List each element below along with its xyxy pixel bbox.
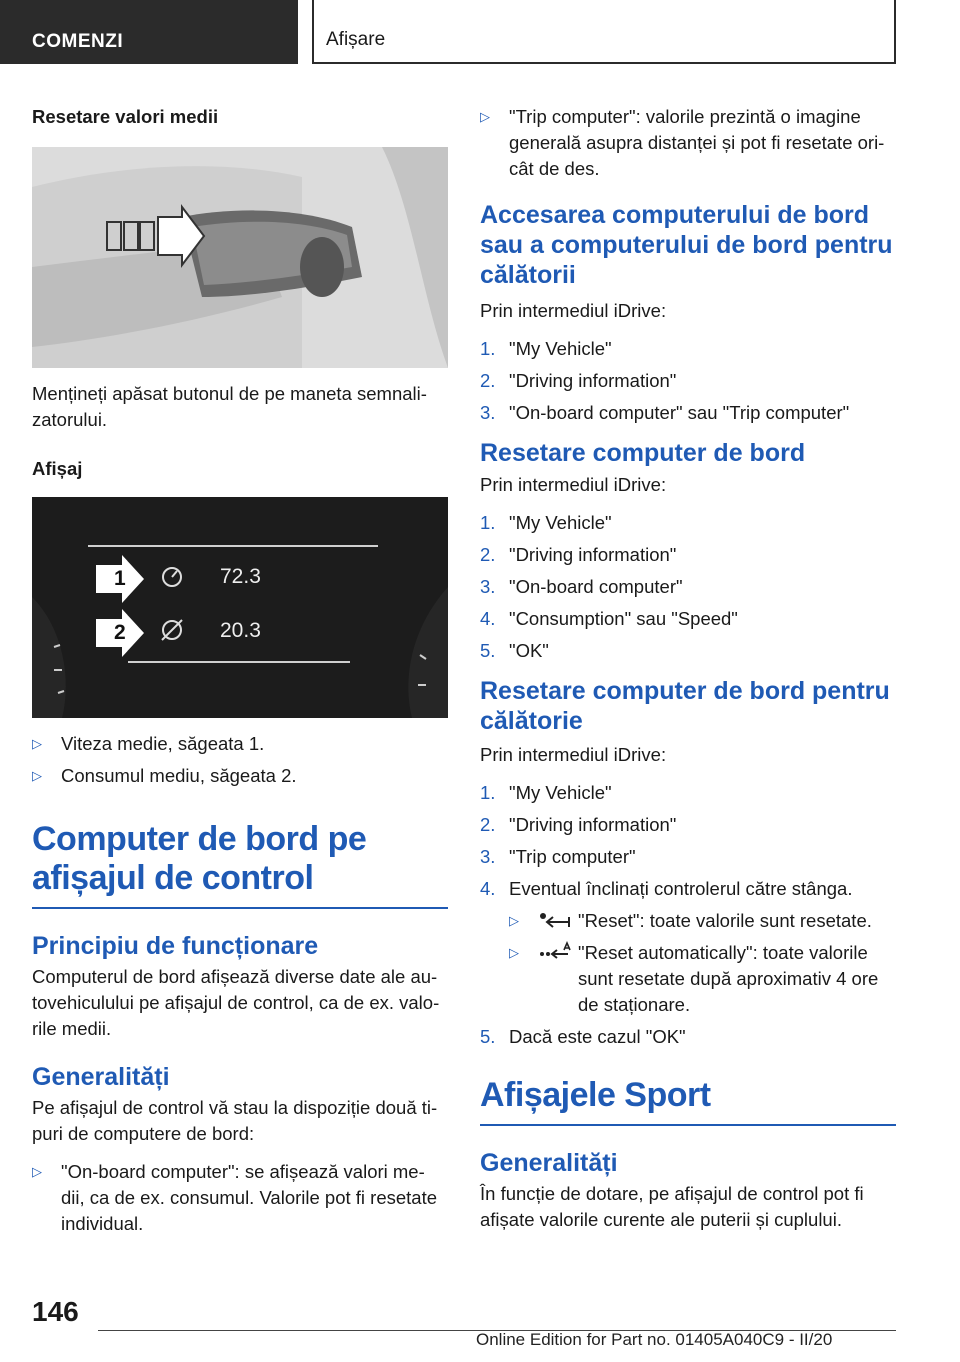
h1-rule bbox=[480, 1124, 896, 1126]
footer-edition: Online Edition for Part no. 01405A040C9 - II/20 bbox=[476, 1330, 833, 1349]
heading-reset-averages: Resetare valori medii bbox=[32, 106, 219, 127]
bullet-onboard-computer: ▷ "On-board computer": se afișează valori me-dii, ca de ex. consumul. Valorile pot fi resetate individual. bbox=[32, 1159, 448, 1237]
triangle-bullet-icon: ▷ bbox=[32, 1164, 42, 1179]
step-item: 3. "Trip computer" bbox=[480, 846, 636, 867]
step-item: 1. "My Vehicle" bbox=[480, 512, 612, 533]
page-number: 146 bbox=[32, 1296, 79, 1327]
chapter-tab: Afișare bbox=[312, 0, 896, 64]
triangle-bullet-icon: ▷ bbox=[32, 736, 42, 751]
step-item: 1. "My Vehicle" bbox=[480, 782, 612, 803]
step-item: 2. "Driving information" bbox=[480, 544, 677, 565]
sub-bullet-reset-auto: ▷ "Reset automatically": toate valorile sunt resetate după aproximativ 4 ore de staționare. bbox=[509, 940, 896, 1018]
heading-display: Afișaj bbox=[32, 458, 83, 479]
step-item: 1. "My Vehicle" bbox=[480, 338, 612, 359]
step-item: 2. "Driving information" bbox=[480, 814, 677, 835]
para-general: Pe afișajul de control vă stau la dispoziție două ti-puri de computere de bord: bbox=[32, 1097, 438, 1144]
arrow-label-2: 2 bbox=[114, 621, 126, 644]
para-sport: În funcție de dotare, pe afișajul de control pot fi afișate valorile curente ale puterii și cuplului. bbox=[480, 1183, 864, 1230]
bullet-average-speed: ▷ Viteza medie, săgeata 1. bbox=[32, 731, 448, 757]
step-item: 3. "On-board computer" bbox=[480, 576, 683, 597]
step-item: 4. "Consumption" sau "Speed" bbox=[480, 608, 738, 629]
left-column bbox=[32, 100, 448, 1237]
step-item: 4. Eventual înclinați controlerul către stânga. bbox=[480, 878, 853, 899]
right-column bbox=[480, 104, 896, 1233]
step-item: 5. "OK" bbox=[480, 640, 549, 661]
reset-automatically-icon bbox=[538, 940, 578, 966]
via-idrive-1: Prin intermediul iDrive: bbox=[480, 300, 667, 321]
h2-reset-trip: Resetare computer de bord pentru călătorie bbox=[480, 677, 890, 735]
bullet-average-consumption: ▷ Consumul mediu, săgeata 2. bbox=[32, 763, 448, 789]
via-idrive-3: Prin intermediul iDrive: bbox=[480, 744, 667, 765]
cluster-display-image bbox=[32, 497, 448, 718]
lever-image bbox=[32, 147, 448, 368]
triangle-bullet-icon: ▷ bbox=[480, 109, 490, 124]
steps-reset-onboard bbox=[480, 510, 896, 664]
step-item: 5. Dacă este cazul "OK" bbox=[480, 1026, 686, 1047]
h2-reset-onboard: Resetare computer de bord bbox=[480, 439, 806, 467]
steps-reset-trip bbox=[480, 780, 896, 1050]
h2-access-computer: Accesarea computerului de bord sau a computerului de bord pentru călătorii bbox=[480, 201, 893, 289]
triangle-bullet-icon: ▷ bbox=[509, 945, 519, 960]
steps-access bbox=[480, 336, 896, 426]
section-tab: COMENZI bbox=[0, 0, 298, 64]
average-consumption-value: 20.3 bbox=[220, 619, 261, 642]
average-speed-value: 72.3 bbox=[220, 565, 261, 588]
h2-general-sport: Generalități bbox=[480, 1149, 618, 1177]
h2-general: Generalități bbox=[32, 1063, 170, 1091]
arrow-label-1: 1 bbox=[114, 567, 126, 590]
h1-onboard-computer: Computer de bord pe afișajul de control bbox=[32, 820, 367, 897]
via-idrive-2: Prin intermediul iDrive: bbox=[480, 474, 667, 495]
para-hold-button: Mențineți apăsat butonul de pe maneta semnali-zatorului. bbox=[32, 383, 427, 430]
h1-rule bbox=[32, 907, 448, 909]
reset-icon bbox=[538, 908, 578, 934]
triangle-bullet-icon: ▷ bbox=[509, 913, 519, 928]
para-principle: Computerul de bord afișează diverse date ale au-tovehiculului pe afișajul de control, ca de ex. valo-rile medii. bbox=[32, 966, 440, 1039]
sub-bullet-reset: ▷ "Reset": toate valorile sunt resetate. bbox=[509, 908, 896, 934]
cluster-display-svg bbox=[32, 497, 448, 718]
lever-illustration bbox=[32, 147, 448, 368]
triangle-bullet-icon: ▷ bbox=[32, 768, 42, 783]
bullet-trip-computer: ▷ "Trip computer": valorile prezintă o imagine generală asupra distanței și pot fi resetate ori-cât de des. bbox=[480, 104, 896, 182]
h1-sport-displays: Afișajele Sport bbox=[480, 1076, 711, 1114]
step-item: 2. "Driving information" bbox=[480, 370, 677, 391]
h2-principle: Principiu de funcționare bbox=[32, 932, 319, 960]
step-item: 3. "On-board computer" sau "Trip computer" bbox=[480, 402, 850, 423]
